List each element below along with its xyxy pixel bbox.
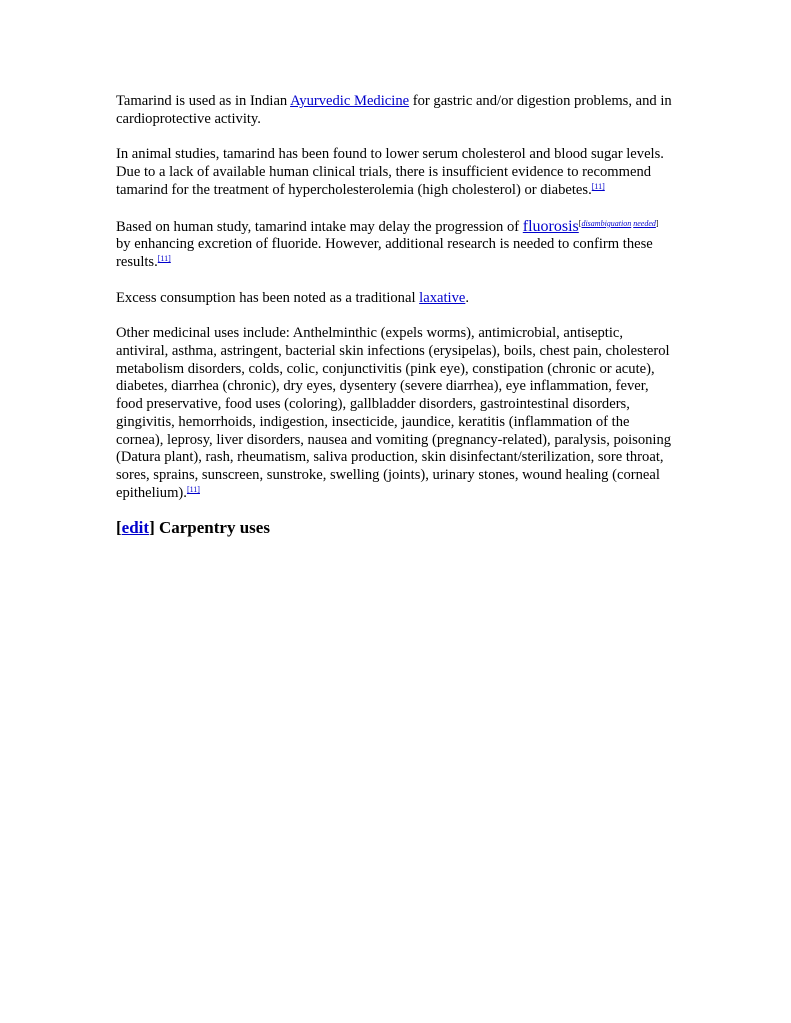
section-title: Carpentry uses — [154, 518, 270, 538]
paragraph-fluorosis — [116, 218, 676, 272]
tag-bracket-open: [ — [578, 218, 582, 228]
paragraph-other-uses — [116, 325, 676, 502]
p4-text-end: . — [465, 289, 470, 306]
disambiguation-needed-tag — [579, 219, 659, 228]
p1-text-end: for gastric and/or digestion problems, and in cardioprotective activity. — [116, 93, 672, 127]
ayurvedic-medicine-link[interactable]: Ayurvedic Medicine — [290, 93, 410, 109]
citation-11-link[interactable]: [11] — [186, 484, 200, 494]
p5-text: Other medicinal uses include: Anthelminthic (expels worms), antimicrobial, antiseptic, antiviral, asthma, astringent, bacterial skin infections (erysipelas), boils, chest pain, cholesterol metabolism disorders, colds, colic, conjunctivitis (pink eye), constipation (chronic or acute), diabetes, diarrhea (chronic), dry eyes, dysentery (severe diarrhea), eye inflammation, fever, food preservative, food uses (coloring), gallbladder disorders, gastrointestinal disorders, gingivitis, hemorrhoids, indigestion, insecticide, jaundice, keratitis (inflammation of the cornea), leprosy, liver disorders, nausea and vomiting (pregnancy-related), paralysis, poisoning (Datura plant), rash, rheumatism, saliva production, skin disinfectant/sterilization, sore throat, sores, sprains, sunscreen, sunstroke, swelling (joints), urinary stones, wound healing (corneal epithelium). — [116, 325, 672, 501]
document-body — [116, 93, 676, 538]
paragraph-animal-studies — [116, 146, 676, 199]
tag-bracket-close: ] — [655, 218, 659, 228]
edit-bracket-close: ] — [149, 518, 155, 538]
edit-link[interactable]: edit — [121, 518, 150, 538]
paragraph-laxative — [116, 290, 676, 308]
paragraph-ayurvedic — [116, 93, 676, 128]
p3-text-start: Based on human study, tamarind intake may delay the progression of — [116, 218, 523, 235]
p2-text: In animal studies, tamarind has been found to lower serum cholesterol and blood sugar levels. Due to a lack of available human clinical trials, there is insufficient evidence to recommend tamarind for the treatment of hypercholesterolemia (high cholesterol) or diabetes. — [116, 146, 664, 198]
p1-text-start: Tamarind is used as in Indian — [116, 93, 291, 109]
section-heading-carpentry — [116, 518, 676, 538]
citation-11-link[interactable]: [11] — [157, 253, 171, 263]
needed-link[interactable]: needed — [633, 218, 656, 228]
laxative-link[interactable]: laxative — [419, 289, 466, 306]
edit-bracket-open: [ — [116, 518, 122, 538]
p3-text-end: by enhancing excretion of fluoride. However, additional research is needed to confirm these results. — [116, 236, 653, 270]
disambiguation-link[interactable]: disambiguation — [581, 218, 632, 228]
p4-text-start: Excess consumption has been noted as a traditional — [116, 289, 420, 306]
citation-11-link[interactable]: [11] — [591, 181, 605, 191]
fluorosis-link[interactable]: fluorosis — [522, 217, 579, 235]
